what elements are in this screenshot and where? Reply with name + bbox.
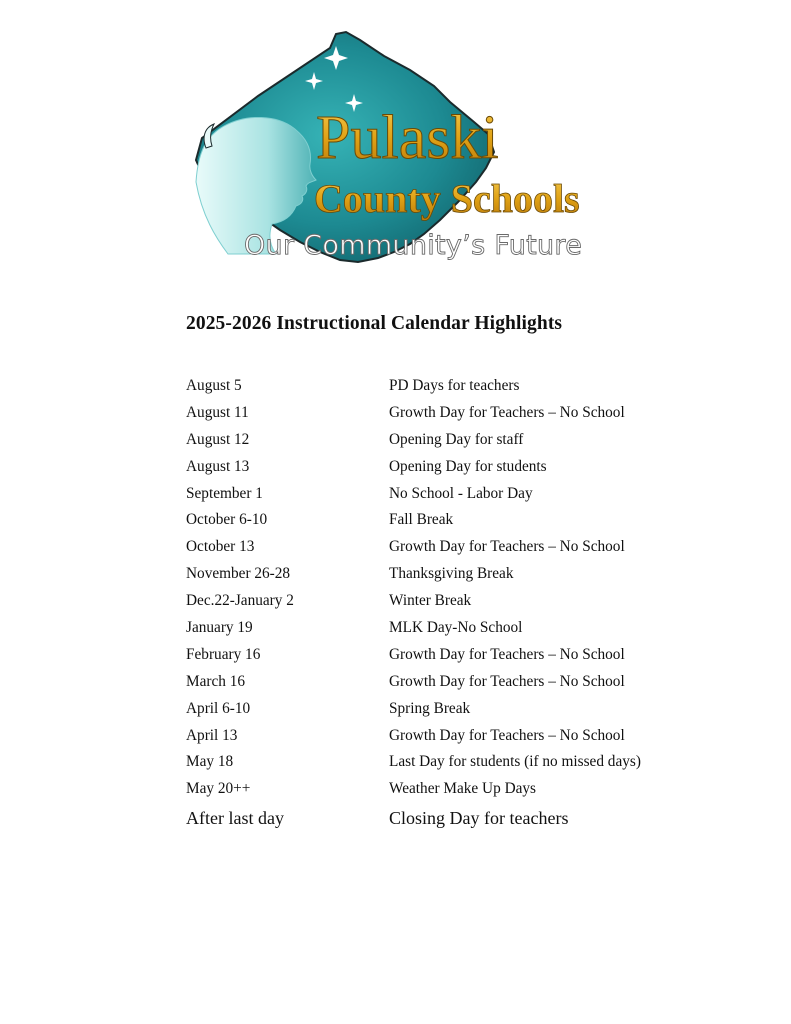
calendar-date: August 5 <box>186 377 242 394</box>
calendar-row <box>186 776 706 803</box>
calendar-row <box>186 803 706 833</box>
calendar-event: Spring Break <box>389 699 471 717</box>
calendar-date: August 13 <box>186 457 250 475</box>
logo-name-line1: Pulaski <box>316 104 499 172</box>
calendar-row <box>186 642 706 669</box>
calendar-date: August 12 <box>186 430 250 448</box>
calendar-date: Dec.22-January 2 <box>186 592 294 610</box>
calendar-row <box>186 454 706 481</box>
calendar-row <box>186 588 706 615</box>
calendar-row <box>186 400 706 427</box>
calendar-event: Last Day for students (if no missed days) <box>389 753 641 771</box>
calendar-event: Growth Day for Teachers – No School <box>389 645 625 663</box>
calendar-date: October 6-10 <box>186 511 268 529</box>
school-logo <box>188 30 598 270</box>
page-title: 2025-2026 Instructional Calendar Highlights <box>186 313 563 334</box>
calendar-event: Fall Break <box>389 511 454 529</box>
calendar-row <box>186 373 706 400</box>
calendar-event: Opening Day for staff <box>389 430 524 448</box>
calendar-date: After last day <box>186 808 284 829</box>
calendar-row <box>186 561 706 588</box>
calendar-date: November 26-28 <box>186 565 291 583</box>
calendar-event: Winter Break <box>389 592 472 610</box>
calendar-event: Closing Day for teachers <box>389 808 569 829</box>
calendar-row <box>186 481 706 508</box>
logo-name-line2: County Schools <box>314 176 580 221</box>
calendar-row <box>186 427 706 454</box>
calendar-row <box>186 723 706 750</box>
calendar-date: April 13 <box>186 726 238 744</box>
calendar-date: April 6-10 <box>186 699 251 717</box>
calendar-date: May 18 <box>186 753 234 771</box>
calendar-date: May 20++ <box>186 780 251 798</box>
calendar-event: No School - Labor Day <box>389 484 533 502</box>
calendar-event: Opening Day for students <box>389 457 547 475</box>
calendar-row <box>186 669 706 696</box>
calendar-list <box>186 373 706 833</box>
logo-tagline: Our Community’s Future <box>244 230 583 261</box>
calendar-date: January 19 <box>186 619 253 637</box>
calendar-event: PD Days for teachers <box>389 377 520 394</box>
calendar-event: Weather Make Up Days <box>389 780 537 798</box>
calendar-date: August 11 <box>186 403 249 421</box>
calendar-row <box>186 696 706 723</box>
calendar-event: Thanksgiving Break <box>389 565 514 583</box>
calendar-row <box>186 507 706 534</box>
calendar-event: MLK Day-No School <box>389 619 523 637</box>
calendar-row <box>186 534 706 561</box>
calendar-date: October 13 <box>186 538 255 556</box>
calendar-date: March 16 <box>186 672 246 690</box>
calendar-date: February 16 <box>186 645 261 663</box>
calendar-event: Growth Day for Teachers – No School <box>389 726 625 744</box>
calendar-date: September 1 <box>186 484 263 502</box>
calendar-event: Growth Day for Teachers – No School <box>389 403 625 421</box>
calendar-event: Growth Day for Teachers – No School <box>389 538 625 556</box>
calendar-event: Growth Day for Teachers – No School <box>389 672 625 690</box>
calendar-row <box>186 615 706 642</box>
calendar-row <box>186 749 706 776</box>
